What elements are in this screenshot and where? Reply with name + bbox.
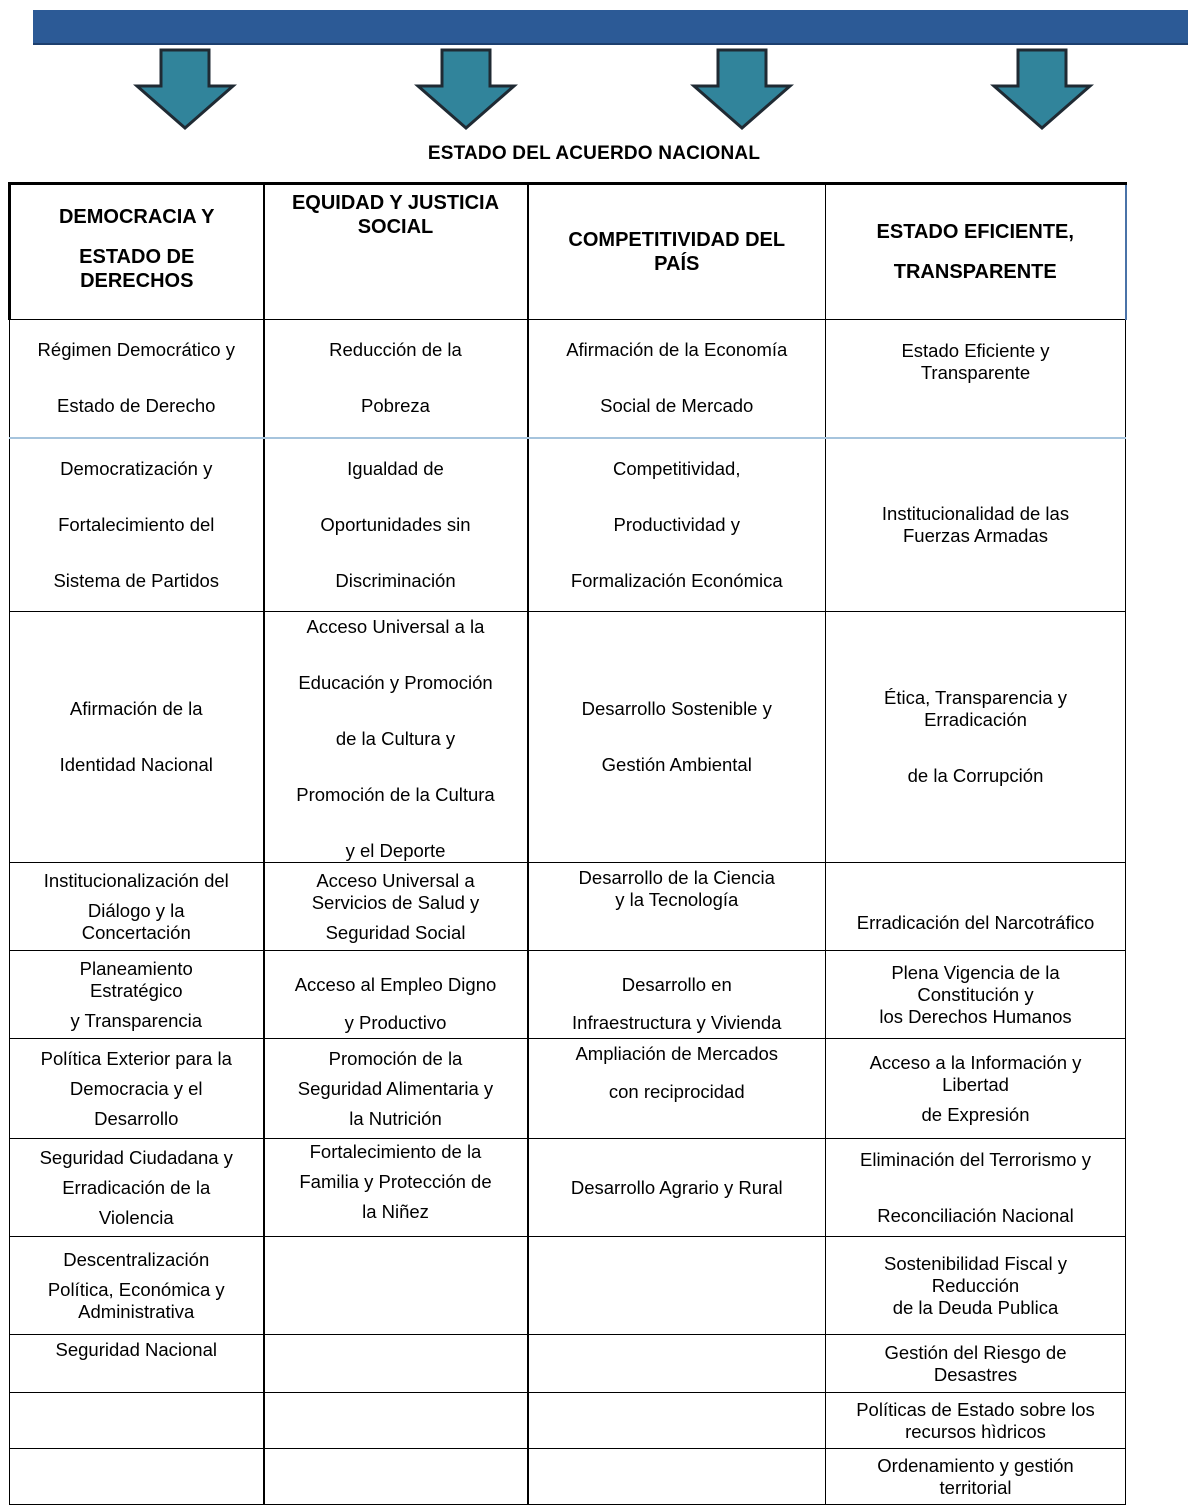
table-cell: Desarrollo en Infraestructura y Vivienda	[528, 951, 826, 1039]
table-cell: Acceso al Empleo Digno y Productivo	[264, 951, 528, 1039]
table-cell: Seguridad Nacional	[10, 1335, 264, 1393]
table-cell	[264, 1393, 528, 1449]
table-cell: Erradicación del Narcotráfico	[826, 863, 1126, 951]
table-cell: Ética, Transparencia y Erradicación de la Corrupción	[826, 612, 1126, 863]
header-democracia: DEMOCRACIA Y ESTADO DE DERECHOS	[10, 184, 264, 320]
table-cell: Gestión del Riesgo de Desastres	[826, 1335, 1126, 1393]
table-cell: Planeamiento Estratégico y Transparencia	[10, 951, 264, 1039]
header-estado-eficiente: ESTADO EFICIENTE, TRANSPARENTE	[826, 184, 1126, 320]
table-cell	[264, 1449, 528, 1505]
table-cell: Democratización y Fortalecimiento del Sistema de Partidos	[10, 438, 264, 612]
table-cell: Igualdad de Oportunidades sin Discriminación	[264, 438, 528, 612]
table-row	[10, 1449, 1126, 1505]
table-cell: Fortalecimiento de la Familia y Protección de la Niñez	[264, 1139, 528, 1237]
table-cell: Plena Vigencia de la Constitución y los Derechos Humanos	[826, 951, 1126, 1039]
table-cell: Ordenamiento y gestión territorial	[826, 1449, 1126, 1505]
table-row	[10, 1335, 1126, 1393]
table-cell: Institucionalización del Diálogo y la Concertación	[10, 863, 264, 951]
table-row	[10, 1393, 1126, 1449]
page-title: ESTADO DEL ACUERDO NACIONAL	[427, 143, 761, 164]
table-row	[10, 951, 1126, 1039]
down-arrow-icon	[690, 48, 794, 130]
table-cell: Afirmación de la Economía Social de Mercado	[528, 320, 826, 438]
table-cell: Estado Eficiente y Transparente	[826, 320, 1126, 438]
table-cell	[10, 1393, 264, 1449]
table-cell	[528, 1393, 826, 1449]
table-cell: Reducción de la Pobreza	[264, 320, 528, 438]
header-equidad: EQUIDAD Y JUSTICIA SOCIAL	[264, 184, 528, 320]
table-cell: Acceso a la Información y Libertad de Expresión	[826, 1039, 1126, 1139]
table-cell	[528, 1335, 826, 1393]
table-cell: Seguridad Ciudadana y Erradicación de la Violencia	[10, 1139, 264, 1237]
table-cell	[264, 1335, 528, 1393]
table-cell: Desarrollo Agrario y Rural	[528, 1139, 826, 1237]
down-arrow-icon	[414, 48, 518, 130]
down-arrow-icon	[133, 48, 237, 130]
table-cell: Afirmación de la Identidad Nacional	[10, 612, 264, 863]
table-row	[10, 320, 1126, 438]
table-cell	[10, 1449, 264, 1505]
table-row	[10, 1237, 1126, 1335]
table-cell: Competitividad, Productividad y Formalización Económica	[528, 438, 826, 612]
table-cell: Institucionalidad de las Fuerzas Armadas	[826, 438, 1126, 612]
policies-table	[8, 182, 1127, 1505]
table-cell: Desarrollo de la Ciencia y la Tecnología	[528, 863, 826, 951]
header-banner	[33, 10, 1188, 45]
table-cell: Eliminación del Terrorismo y Reconciliación Nacional	[826, 1139, 1126, 1237]
table-cell: Ampliación de Mercados con reciprocidad	[528, 1039, 826, 1139]
table-row	[10, 438, 1126, 612]
table-cell: Sostenibilidad Fiscal y Reducción de la Deuda Publica	[826, 1237, 1126, 1335]
table-cell: Política Exterior para la Democracia y el Desarrollo	[10, 1039, 264, 1139]
table-header-row	[10, 184, 1126, 320]
table-cell: Régimen Democrático y Estado de Derecho	[10, 320, 264, 438]
table-cell: Políticas de Estado sobre los recursos hìdricos	[826, 1393, 1126, 1449]
table-row	[10, 612, 1126, 863]
table-cell	[528, 1449, 826, 1505]
table-cell	[264, 1237, 528, 1335]
table-cell: Descentralización Política, Económica y Administrativa	[10, 1237, 264, 1335]
down-arrow-icon	[990, 48, 1094, 130]
table-row	[10, 863, 1126, 951]
header-competitividad: COMPETITIVIDAD DEL PAÍS	[528, 184, 826, 320]
table-row	[10, 1039, 1126, 1139]
table-row	[10, 1139, 1126, 1237]
table-cell: Promoción de la Seguridad Alimentaria y la Nutrición	[264, 1039, 528, 1139]
table-cell: Acceso Universal a Servicios de Salud y Seguridad Social	[264, 863, 528, 951]
table-cell	[528, 1237, 826, 1335]
table-cell: Desarrollo Sostenible y Gestión Ambiental	[528, 612, 826, 863]
table-cell: Acceso Universal a la Educación y Promoción de la Cultura y Promoción de la Cultura y el Deporte	[264, 612, 528, 863]
